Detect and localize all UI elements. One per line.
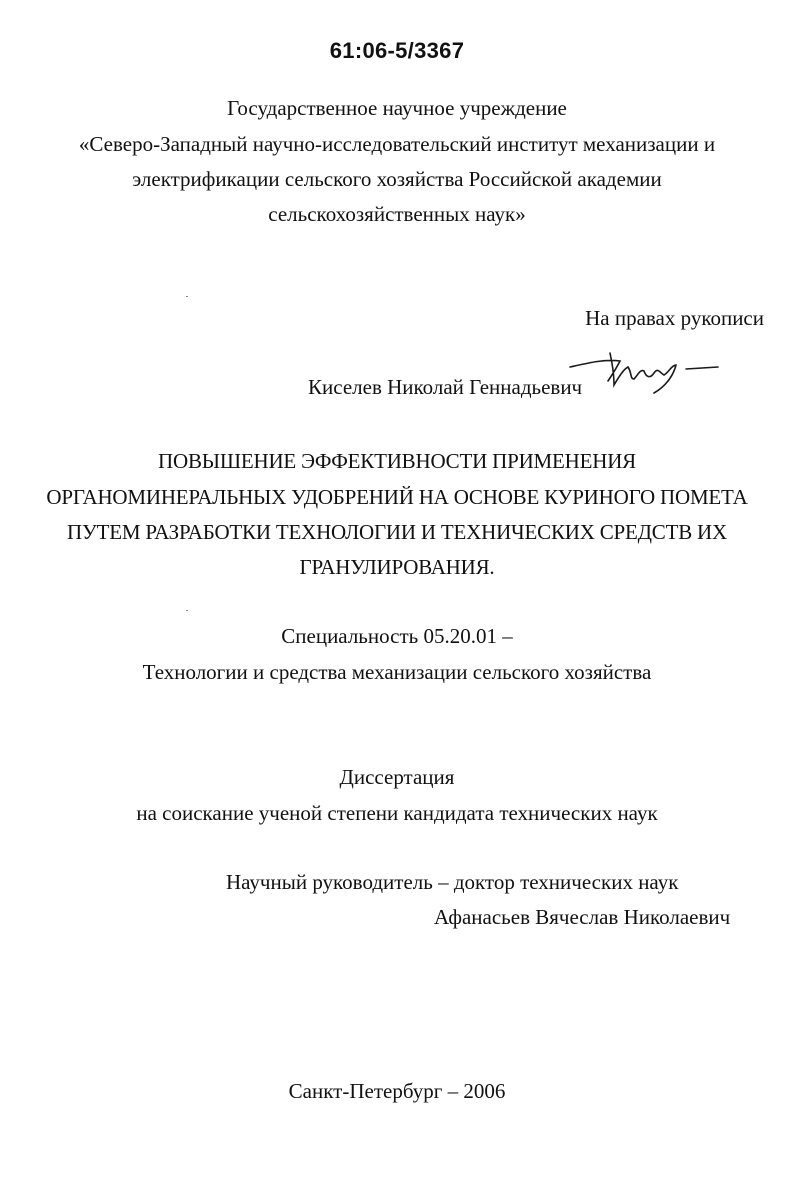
dissertation-label: Диссертация: [339, 765, 455, 789]
degree-line: на соискание ученой степени кандидата технических наук: [136, 801, 658, 825]
scan-speck: [186, 296, 188, 297]
specialty-line-2: Технологии и средства механизации сельского хозяйства: [142, 660, 652, 684]
title-line-4: ГРАНУЛИРОВАНИЯ.: [299, 555, 495, 579]
title-line-2: ОРГАНОМИНЕРАЛЬНЫХ УДОБРЕНИЙ НА ОСНОВЕ КУРИНОГО ПОМЕТА: [46, 485, 748, 509]
signature-mark: [568, 345, 728, 397]
title-line-1: ПОВЫШЕНИЕ ЭФФЕКТИВНОСТИ ПРИМЕНЕНИЯ: [158, 449, 636, 473]
author-name: Киселев Николай Геннадьевич: [308, 375, 583, 399]
supervisor-title: Научный руководитель – доктор технических наук: [226, 870, 679, 894]
specialty-line-1: Специальность 05.20.01 –: [281, 624, 513, 648]
institution-line-3: электрификации сельского хозяйства Российской академии: [132, 167, 662, 191]
institution-line-1: Государственное научное учреждение: [227, 96, 567, 120]
city-year: Санкт-Петербург – 2006: [288, 1079, 506, 1103]
title-line-3: ПУТЕМ РАЗРАБОТКИ ТЕХНОЛОГИИ И ТЕХНИЧЕСКИХ СРЕДСТВ ИХ: [67, 520, 727, 544]
scan-speck: [186, 610, 188, 611]
document-code: 61:06-5/3367: [329, 38, 465, 63]
institution-line-4: сельскохозяйственных наук»: [268, 202, 526, 226]
supervisor-name: Афанасьев Вячеслав Николаевич: [434, 905, 731, 929]
manuscript-note: На правах рукописи: [585, 306, 764, 330]
institution-line-2: «Северо-Западный научно-исследовательский институт механизации и: [78, 132, 716, 156]
